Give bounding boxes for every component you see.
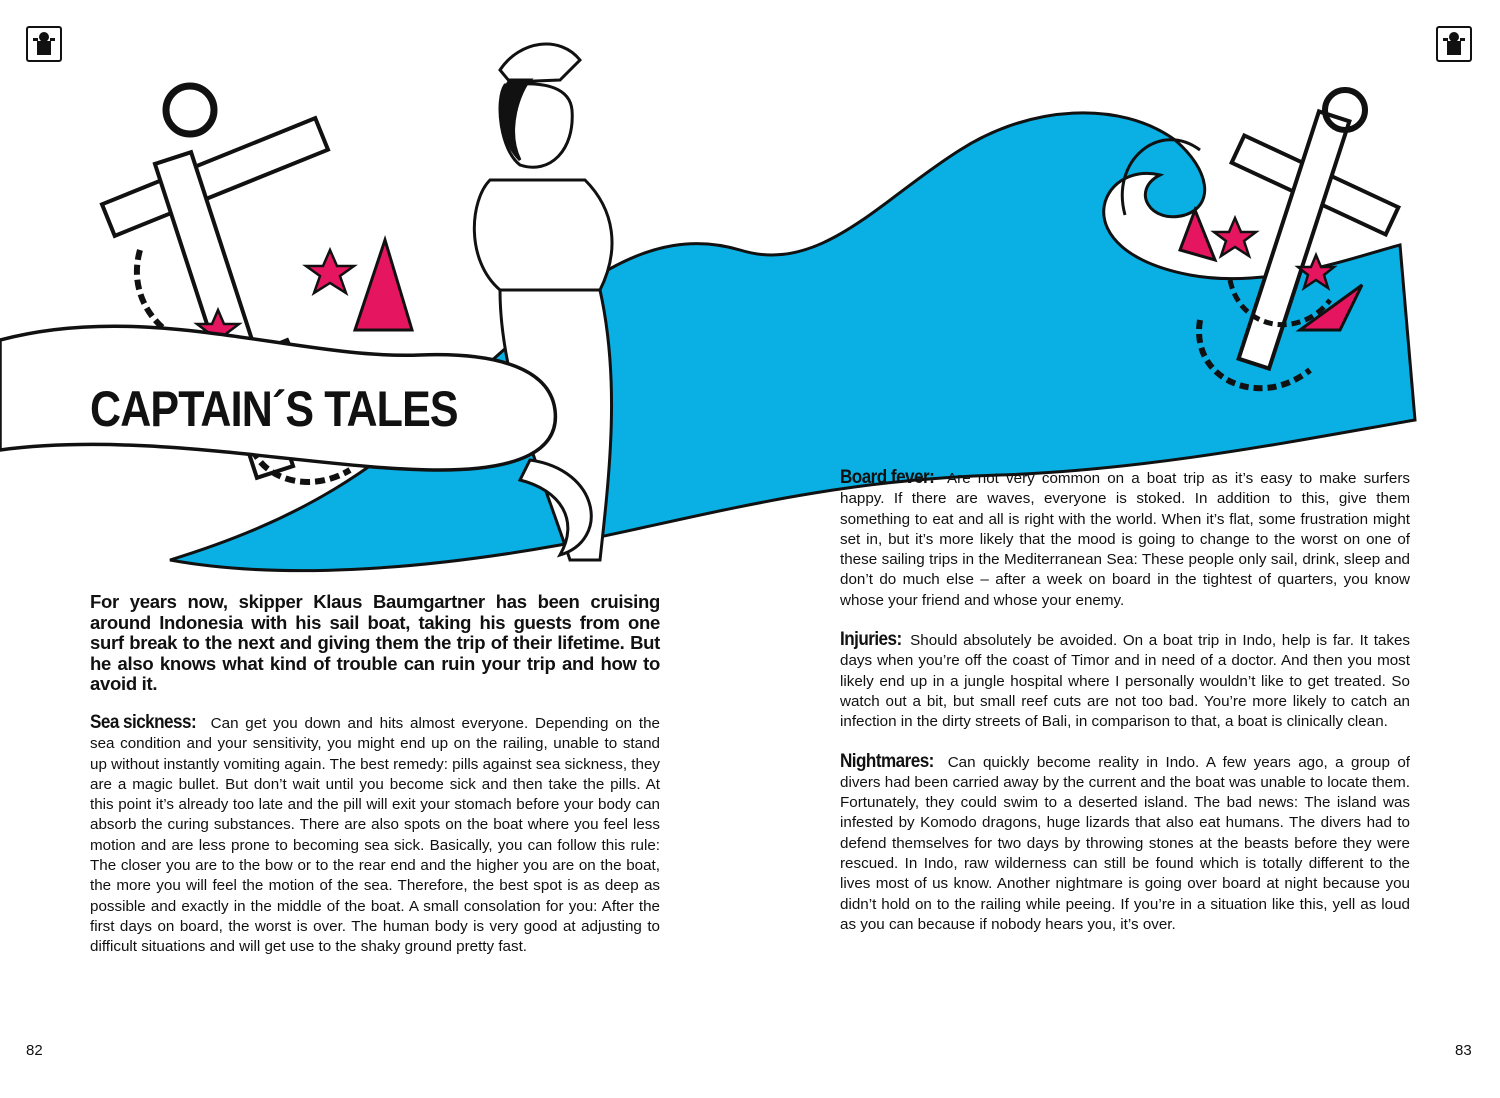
section-board-fever bbox=[840, 468, 1410, 611]
right-corner-logo bbox=[1436, 26, 1472, 62]
left-fluke bbox=[355, 240, 412, 330]
skull-bottle-icon bbox=[1440, 30, 1468, 58]
section-sea-sickness bbox=[90, 713, 660, 958]
section-body: Can quickly become reality in Indo. A few years ago, a group of divers had been carried away by the current and the boat was unable to locate them. Fortunately, they could swim to a deserted island. The bad news: The island was infested by Komodo dragons, huge lizards that also eat humans. The divers had to defend themselves for two days by throwing stones at the beasts before they were rescued. In Indo, raw wilderness can still be found which is totally different to the lives most of us know. Another nightmare is going over board at night because you didn’t hold on to the railing while peeing. If you’re in a situation like this, yell as loud as you can because if nobody hears you, it’s over. bbox=[840, 753, 1410, 933]
page-title: CAPTAIN´S TALES bbox=[90, 381, 458, 437]
section-heading: Nightmares: bbox=[840, 750, 934, 772]
right-fluke-1 bbox=[1180, 210, 1215, 260]
right-column bbox=[840, 468, 1410, 954]
page-number-right: 83 bbox=[1455, 1042, 1472, 1059]
left-corner-logo bbox=[26, 26, 62, 62]
section-injuries bbox=[840, 630, 1410, 732]
section-nightmares bbox=[840, 752, 1410, 936]
section-body: Can get you down and hits almost everyone. Depending on the sea condition and your sensitivity, you might end up on the railing, unable to stand up without instantly vomiting again. The best remedy: pills against sea sickness, they are a magic bullet. But don’t wait until you become sick and then take the pills. At this point it’s already too late and the pill will exit your stomach before your body can absorb the curing substances. There are also spots on the boat where you feel less motion and are less prone to becoming sea sick. Basically, you can follow this rule: The closer you are to the bow or to the rear end and the higher you are on the boat, the more you will feel the motion of the sea. Therefore, the best spot is as deep as possible and exactly in the middle of the boat. A small consolation for you: After the first days on board, the worst is over. The human body is very good at adjusting to difficult situations and will get use to the shaky ground pretty fast. bbox=[90, 714, 660, 956]
intro-paragraph: For years now, skipper Klaus Baumgartner has been cruising around Indonesia with his sail boat, taking his guests from one surf break to the next and giving them the trip of their lifetime. But he also knows what kind of trouble can ruin your trip and how to avoid it. bbox=[90, 591, 660, 695]
skull-bottle-icon bbox=[30, 30, 58, 58]
page-number-left: 82 bbox=[26, 1042, 43, 1059]
section-body: Are not very common on a boat trip as it’s easy to make surfers happy. If there are waves, everyone is stoked. In addition to this, give them something to eat and all is right with the world. When it’s flat, some frustration might set in, but it’s more likely that the mood is going to change to the worst on one of these sailing trips in the Mediterranean Sea: These people only sail, drink, sleep and don’t do much else – after a week on board in the tightest of quarters, you know whose your friend and whose your enemy. bbox=[840, 470, 1410, 609]
section-heading: Injuries: bbox=[840, 629, 902, 651]
section-heading: Sea sickness: bbox=[90, 711, 197, 733]
section-heading: Board fever: bbox=[840, 467, 935, 488]
left-column bbox=[90, 592, 660, 977]
section-body: Should absolutely be avoided. On a boat trip in Indo, help is far. It takes days when you’re off the coast of Timor and in need of a doctor. And then you most likely end up in a jungle hospital where I personally wouldn’t like to get treated. So watch out a bit, but small reef cuts are not too bad. You’re more likely to catch an infection in the dirty streets of Bali, in comparison to that, a boat is clinically clean. bbox=[840, 632, 1410, 731]
